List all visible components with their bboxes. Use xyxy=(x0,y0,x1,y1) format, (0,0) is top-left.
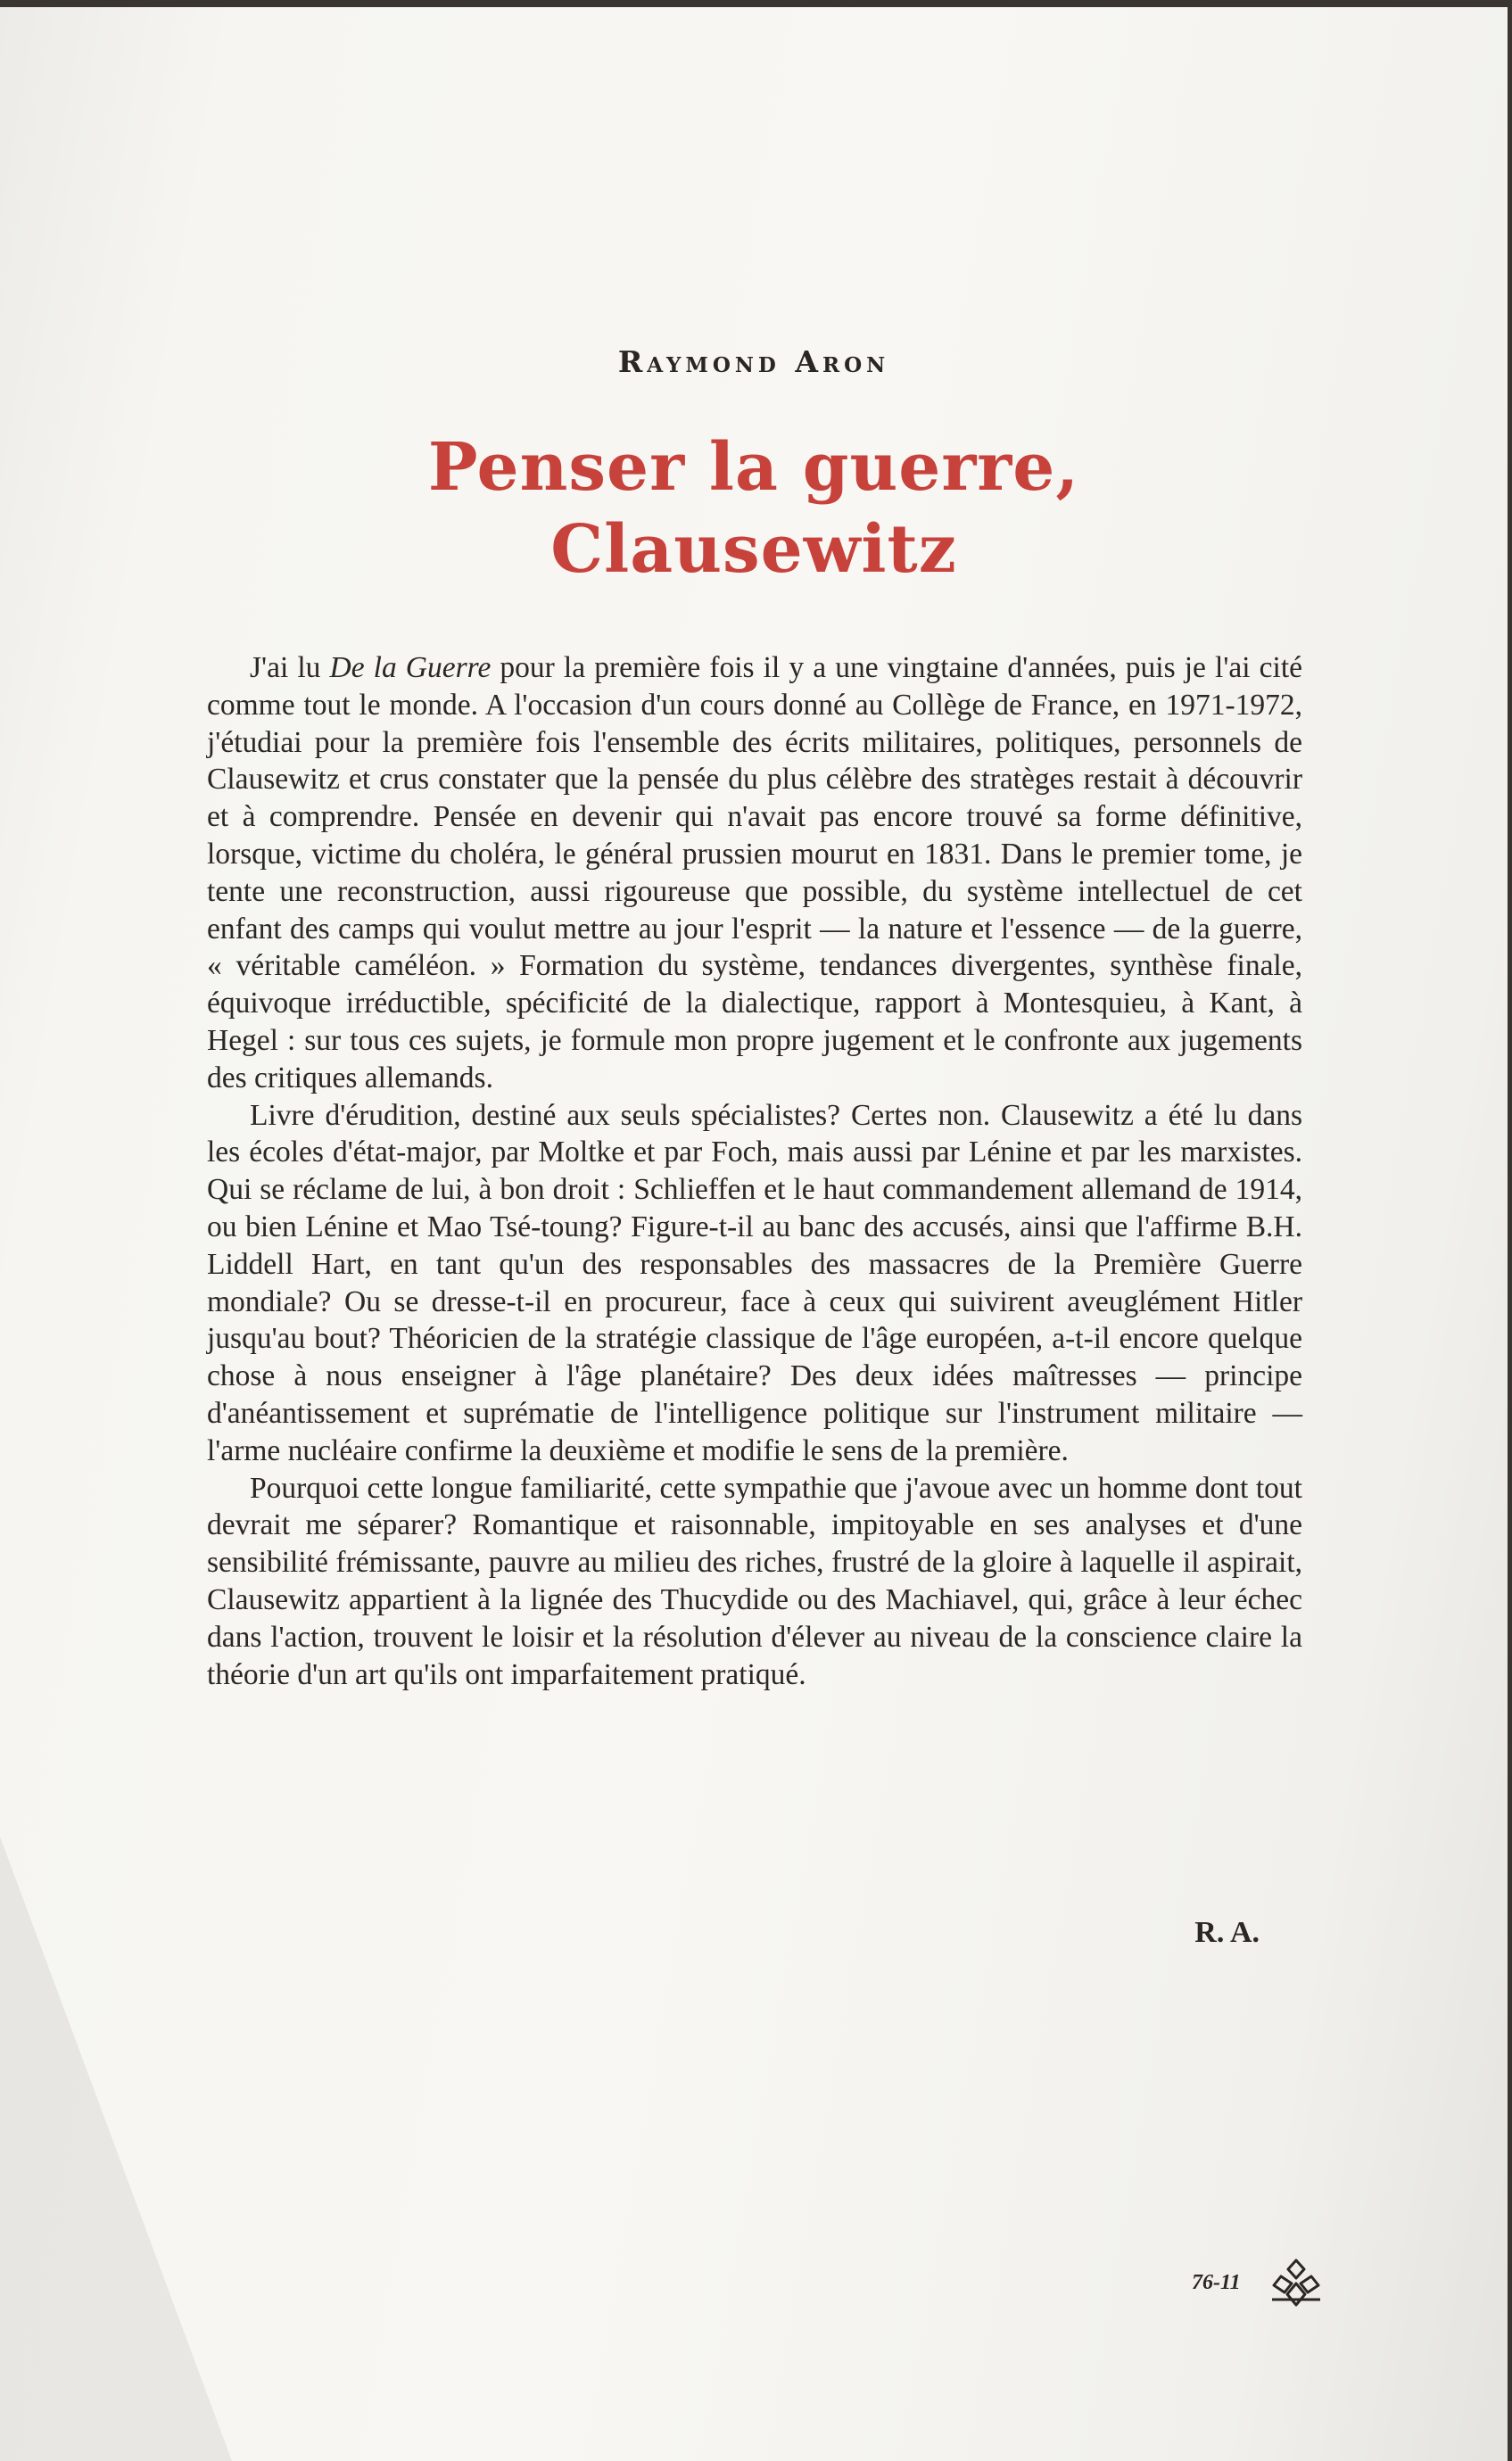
book-reference: De la Guerre xyxy=(329,651,492,684)
paragraph-3: Pourquoi cette longue familiarité, cette sympathie que j'avoue avec un homme dont tout devrait me séparer? Romantique et raisonnable, impitoyable en ses analyses et d'une sensibilité frémissante, pauvre au milieu des riches, frustré de la gloire à laquelle il aspirait, Clausewitz appartient à la lignée des Thucydide ou des Machiavel, qui, grâce à leur échec dans l'action, trouvent le loisir et la résolution d'élever au niveau de la conscience claire la théorie d'un art qu'ils ont imparfaitement pratiqué. xyxy=(207,1471,1302,1691)
title-line-1: Penser la guerre, xyxy=(427,429,1080,506)
publisher-logo-icon xyxy=(1265,2257,1327,2308)
print-code: 76-11 xyxy=(1192,2271,1241,2294)
paragraph-1 xyxy=(207,649,1302,1097)
blurb-text xyxy=(207,649,1302,1693)
paragraph-1-intro: J'ai lu xyxy=(250,651,330,684)
paragraph-1-rest: pour la première fois il y a une vingtaine d'années, puis je l'ai cité comme tout le monde. A l'occasion d'un cours donné au Collège de France, en 1971-1972, j'étudiai pour la première fois l'ensemble des écrits militaires, politiques, personnels de Clausewitz et crus constater que la pensée du plus célèbre des stratèges restait à découvrir et à comprendre. Pensée en devenir qui n'avait pas encore trouvé sa forme définitive, lorsque, victime du choléra, le général prussien mourut en 1831. Dans le premier tome, je tente une reconstruction, aussi rigoureuse que possible, du système intellectuel de cet enfant des camps qui voulut mettre au jour l'esprit — la nature et l'essence — de la guerre, « véritable caméléon. » Formation du système, tendances divergentes, synthèse finale, équivoque irréductible, spécificité de la dialectique, rapport à Montesquieu, à Kant, à Hegel : sur tous ces sujets, je formule mon propre jugement et le confronte aux jugements des critiques allemands. xyxy=(207,651,1302,1094)
author-initials: R. A. xyxy=(1194,1916,1260,1949)
book-back-cover xyxy=(0,7,1508,2461)
book-title xyxy=(0,426,1508,590)
author-name: Raymond Aron xyxy=(617,344,890,379)
title-line-2: Clausewitz xyxy=(550,511,957,588)
paper-shadow xyxy=(0,1837,232,2461)
paragraph-2: Livre d'érudition, destiné aux seuls spécialistes? Certes non. Clausewitz a été lu dans les écoles d'état-major, par Moltke et par Foch, mais aussi par Lénine et par les marxistes. Qui se réclame de lui, à bon droit : Schlieffen et le haut commandement allemand de 1914, ou bien Lénine et Mao Tsé-toung? Figure-t-il au banc des accusés, ainsi que l'affirme B.H. Liddell Hart, en tant qu'un des responsables des massacres de la Première Guerre mondiale? Ou se dresse-t-il en procureur, face à ceux qui suivirent aveuglément Hitler jusqu'au bout? Théoricien de la stratégie classique de l'âge européen, a-t-il encore quelque chose à nous enseigner à l'âge planétaire? Des deux idées maîtresses — principe d'anéantissement et suprématie de l'intelligence politique sur l'instrument militaire — l'arme nucléaire confirme la deuxième et modifie le sens de la première. xyxy=(207,1098,1302,1467)
